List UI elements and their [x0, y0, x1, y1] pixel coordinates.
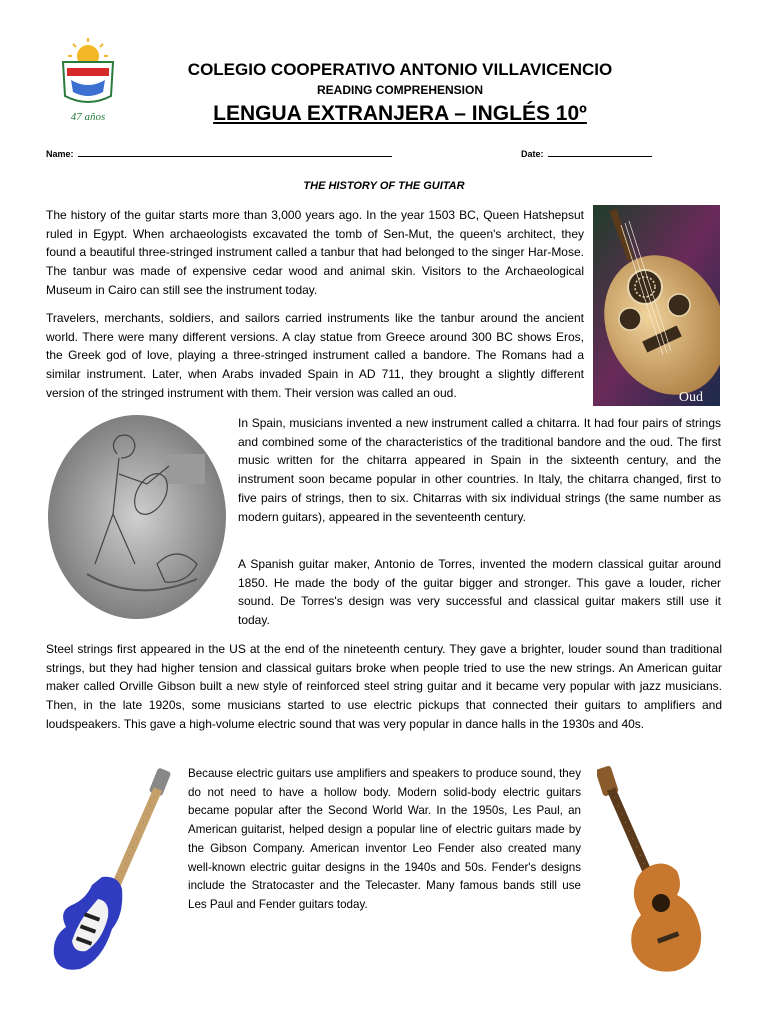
paragraph-2: Travelers, merchants, soldiers, and sailors carried instruments like the tanbur around the ancient world. There were many different versions. A clay statue from Greece around 300 BC shows Eros, the Greek god of love, playing a three-stringed instrument called a bandore. The Romans had a similar instrument. Later, when Arabs invaded Spain in AD 711, they brought a slightly different version of the stringed instrument with them. Their version was called an oud. — [46, 311, 584, 400]
paragraph-5: Steel strings first appeared in the US at the end of the nineteenth century. They gave a brighter, louder sound than traditional strings, but they had higher tension and classical guitars broke when people tried to use the new strings. An American guitar maker called Orville Gibson built a new style of reinforced steel string guitar and it became very popular with jazz musicians. Then, in the late 1920s, some musicians started to use electric pickups that connected their guitars to amplifiers and loudspeakers. This gave a high-volume electric sound that was very popular in dance halls in the 1930s and 40s. — [46, 642, 722, 731]
paragraph-1: The history of the guitar starts more than 3,000 years ago. In the year 1503 BC, Queen Hatshepsut ruled in Egypt. When archaeologists excavated the tomb of Sen-Mut, the queen's architect, they found a beautiful three-stringed instrument called a tanbur that had belonged to the singer Har-Mose. The tanbur was made of expensive cedar wood and animal skin. Visitors to the Archaeological Museum in Cairo can still see the instrument today. — [46, 208, 584, 297]
reading-comprehension-label: READING COMPREHENSION — [316, 83, 483, 97]
name-label: Name: — [46, 149, 74, 159]
date-blank-line[interactable] — [548, 147, 652, 157]
oud-image — [593, 205, 720, 406]
name-field-row — [46, 147, 392, 159]
document-title: THE HISTORY OF THE GUITAR — [303, 180, 465, 192]
date-field-row — [521, 147, 652, 159]
paragraph-6: Because electric guitars use amplifiers and speakers to produce sound, they do not need to have a hollow body. Modern solid-body electric guitars became popular after the Second World War. In the 1950s, Les Paul, an American guitarist, helped design a popular line of electric guitars made by the Gibson Company. American inventor Leo Fender also created many well-known electric guitar designs in the 1940s and 50s. Fender's designs include the Stratocaster and the Telecaster. Many famous bands still use Les Paul and Fender guitars today. — [188, 767, 581, 911]
course-title: LENGUA EXTRANJERA – INGLÉS 10º — [213, 102, 587, 125]
logo-text: 47 años — [70, 111, 106, 123]
paragraph-3: In Spain, musicians invented a new instrument called a chitarra. It had four pairs of strings and combined some of the characteristics of the traditional bandore and the oud. The first music written for the chitarra appeared in Spain in the sixteenth century, and the instrument soon became popular in other countries. In Italy, the chitarra changed, first to five pairs of strings, then to six. Chitarras with six individual strings (the same number as modern guitars), appeared in the seventeenth century. — [238, 416, 721, 524]
eros-engraving-image — [47, 414, 227, 621]
name-blank-line[interactable] — [78, 147, 392, 157]
electric-guitar-image — [52, 765, 178, 975]
school-logo — [55, 34, 121, 128]
school-name: COLEGIO COOPERATIVO ANTONIO VILLAVICENCIO — [187, 60, 613, 79]
date-label: Date: — [521, 149, 544, 159]
paragraph-4: A Spanish guitar maker, Antonio de Torres, invented the modern classical guitar around 1850. He made the body of the guitar bigger and stronger. This gave a louder, richer sound. De Torres's design was very successful and classical guitar makers still use it today. — [238, 557, 721, 628]
acoustic-guitar-image — [597, 765, 719, 975]
oud-caption: Oud — [678, 390, 703, 405]
